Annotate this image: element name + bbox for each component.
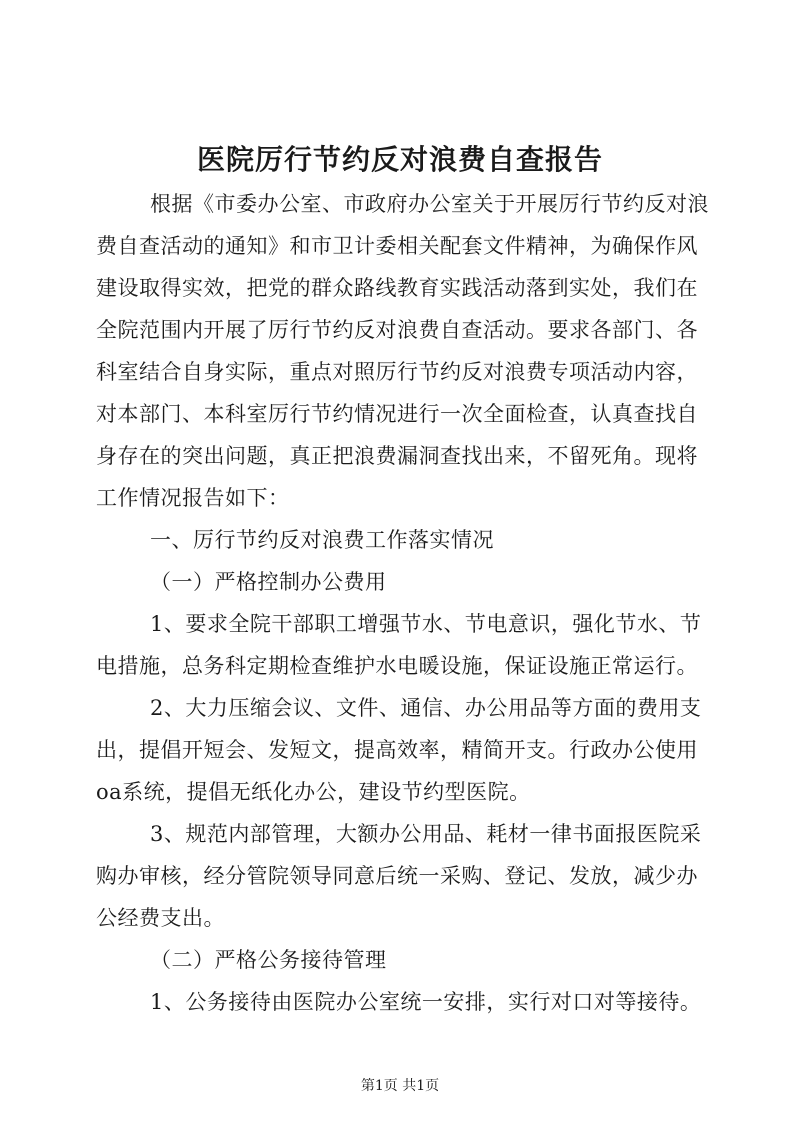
subsection-heading-1: （一）严格控制办公费用 <box>150 570 387 594</box>
subsection-heading-2: （二）严格公务接待管理 <box>150 948 387 972</box>
body-line-3: 建设取得实效，把党的群众路线教育实践活动落到实处，我们在 <box>96 276 698 300</box>
body-line-2: 费自查活动的通知》和市卫计委相关配套文件精神，为确保作风 <box>96 234 698 258</box>
body-line-15: 购办审核，经分管院领导同意后统一采购、登记、发放，减少办 <box>96 864 698 888</box>
body-line-6: 对本部门、本科室厉行节约情况进行一次全面检查，认真查找自 <box>96 402 698 426</box>
body-line-7: 身存在的突出问题，真正把浪费漏洞查找出来，不留死角。现将 <box>96 444 698 468</box>
body-line-11: 2、大力压缩会议、文件、通信、办公用品等方面的费用支 <box>150 696 702 720</box>
body-line-14: 3、规范内部管理，大额办公用品、耗材一律书面报医院采 <box>150 822 702 846</box>
page-footer: 第1页 共1页 <box>360 1078 440 1094</box>
body-line-4: 全院范围内开展了厉行节约反对浪费自查活动。要求各部门、各 <box>96 318 698 342</box>
body-line-17: 1、公务接待由医院办公室统一安排，实行对口对等接待。 <box>150 990 702 1014</box>
body-line-9: 1、要求全院干部职工增强节水、节电意识，强化节水、节 <box>150 612 702 636</box>
body-line-12: 出，提倡开短会、发短文，提高效率，精简开支。行政办公使用 <box>96 738 698 762</box>
document-title: 医院厉行节约反对浪费自查报告 <box>196 143 603 176</box>
body-line-13: oa系统，提倡无纸化办公，建设节约型医院。 <box>96 780 531 804</box>
body-line-5: 科室结合自身实际，重点对照厉行节约反对浪费专项活动内容， <box>96 360 698 384</box>
body-line-8: 工作情况报告如下： <box>96 486 290 510</box>
section-heading-1: 一、厉行节约反对浪费工作落实情况 <box>150 528 494 552</box>
body-line-1: 根据《市委办公室、市政府办公室关于开展厉行节约反对浪 <box>150 192 709 216</box>
body-line-16: 公经费支出。 <box>96 906 225 930</box>
body-line-10: 电措施，总务科定期检查维护水电暖设施，保证设施正常运行。 <box>96 654 698 678</box>
